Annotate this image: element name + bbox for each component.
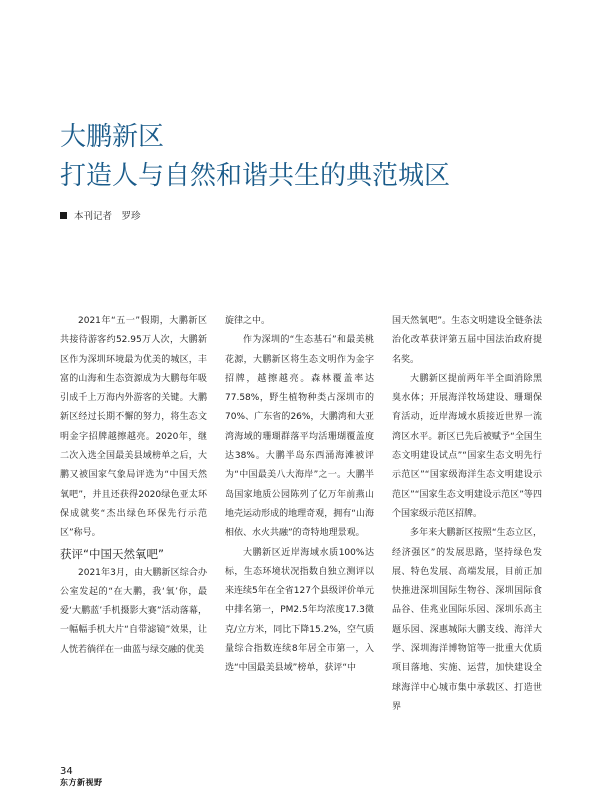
square-bullet-icon xyxy=(60,212,67,219)
page-folio xyxy=(60,766,103,788)
paragraph: 大鹏新区提前两年半全面消除黑臭水体；开展海洋牧场建设、珊瑚保育活动，近岸海域水质接近世界一流湾区水平。新区已先后被赋予“全国生态文明建设试点”“国家生态文明先行示范区”“国家级海洋生态文明建设示范区”“国家生态文明建设示范区”等四个国家级示范区招牌。 xyxy=(392,373,542,519)
section-subhead: 获评“中国天然氧吧” xyxy=(60,546,164,561)
paragraph-continued: 旋律之中。 xyxy=(225,316,271,326)
paragraph: 作为深圳的“生态基石”和最美桃花源，大鹏新区将生态文明作为金字招牌，越擦越亮。森林覆盖率达77.58%，野生植物种类占深圳市的70%、广东省的26%，大鹏湾和大亚湾海域的珊瑚群落平均活珊瑚覆盖度达38%。大鹏半岛东西涌海滩被评为“中国最美八大海岸”之一。大鹏半岛国家地质公园陈列了亿万年前燕山地壳运动形成的地理奇观，拥有“山海相依、水火共融”的奇特地理景观。 xyxy=(225,335,374,539)
magazine-name: 东方新视野 xyxy=(60,778,103,787)
byline-text: 本刊记者 罗珍 xyxy=(74,211,141,222)
text-column-1 xyxy=(60,312,207,660)
text-column-2 xyxy=(225,312,374,679)
paragraph: 2021年3月，由大鹏新区综合办公室发起的“在大鹏，我‘氧’你，最爱‘大鹏蓝’手机摄影大赛”活动落幕，一幅幅手机大片“自带滤镜”效果，让人恍若徜徉在一曲蓝与绿交融的优美 xyxy=(60,567,207,655)
paragraph: 多年来大鹏新区按照“生态立区，经济强区”的发展思路，坚持绿色发展、特色发展、高端发展，目前正加快推进深圳国际生物谷、深圳国际食品谷、佳兆业国际乐园、深圳乐高主题乐园、深惠城际大鹏支线、海洋大学、深圳海洋博物馆等一批重大优质项目落地、实施、运营，加快建设全球海洋中心城市集中承载区、打造世界 xyxy=(392,528,542,712)
title-line-1: 大鹏新区 xyxy=(60,122,165,152)
byline xyxy=(60,208,141,222)
paragraph-continued: 国天然氧吧”。生态文明建设全链条法治化改革获评第五届中国法治政府提名奖。 xyxy=(392,316,542,365)
paragraph: 大鹏新区近岸海域水质100%达标，生态环境状况指数自独立测评以来连续5年在全省127个县级评价单元中排名第一，PM2.5年均浓度17.3微克/立方米，同比下降15.2%，空气质量综合指数连续8年居全市第一，入选“中国最美县域”榜单，获评“中 xyxy=(225,547,374,674)
article-title xyxy=(60,118,450,196)
title-line-2: 打造人与自然和谐共生的典范城区 xyxy=(60,161,451,191)
page-number: 34 xyxy=(60,766,73,777)
paragraph: 2021年“五一”假期，大鹏新区共接待游客约52.95万人次，大鹏新区作为深圳环境最为优美的城区，丰富的山海和生态资源成为大鹏每年吸引成千上万海内外游客的关键。大鹏新区经过长期不懈的努力，将生态文明金字招牌越擦越亮。2020年，继二次入选全国最美县域榜单之后，大鹏又被国家气象局评选为“中国天然氧吧”，并且还获得2020绿色亚太环保成就奖“杰出绿色环保先行示范区”称号。 xyxy=(60,316,207,539)
text-column-3 xyxy=(392,312,542,717)
